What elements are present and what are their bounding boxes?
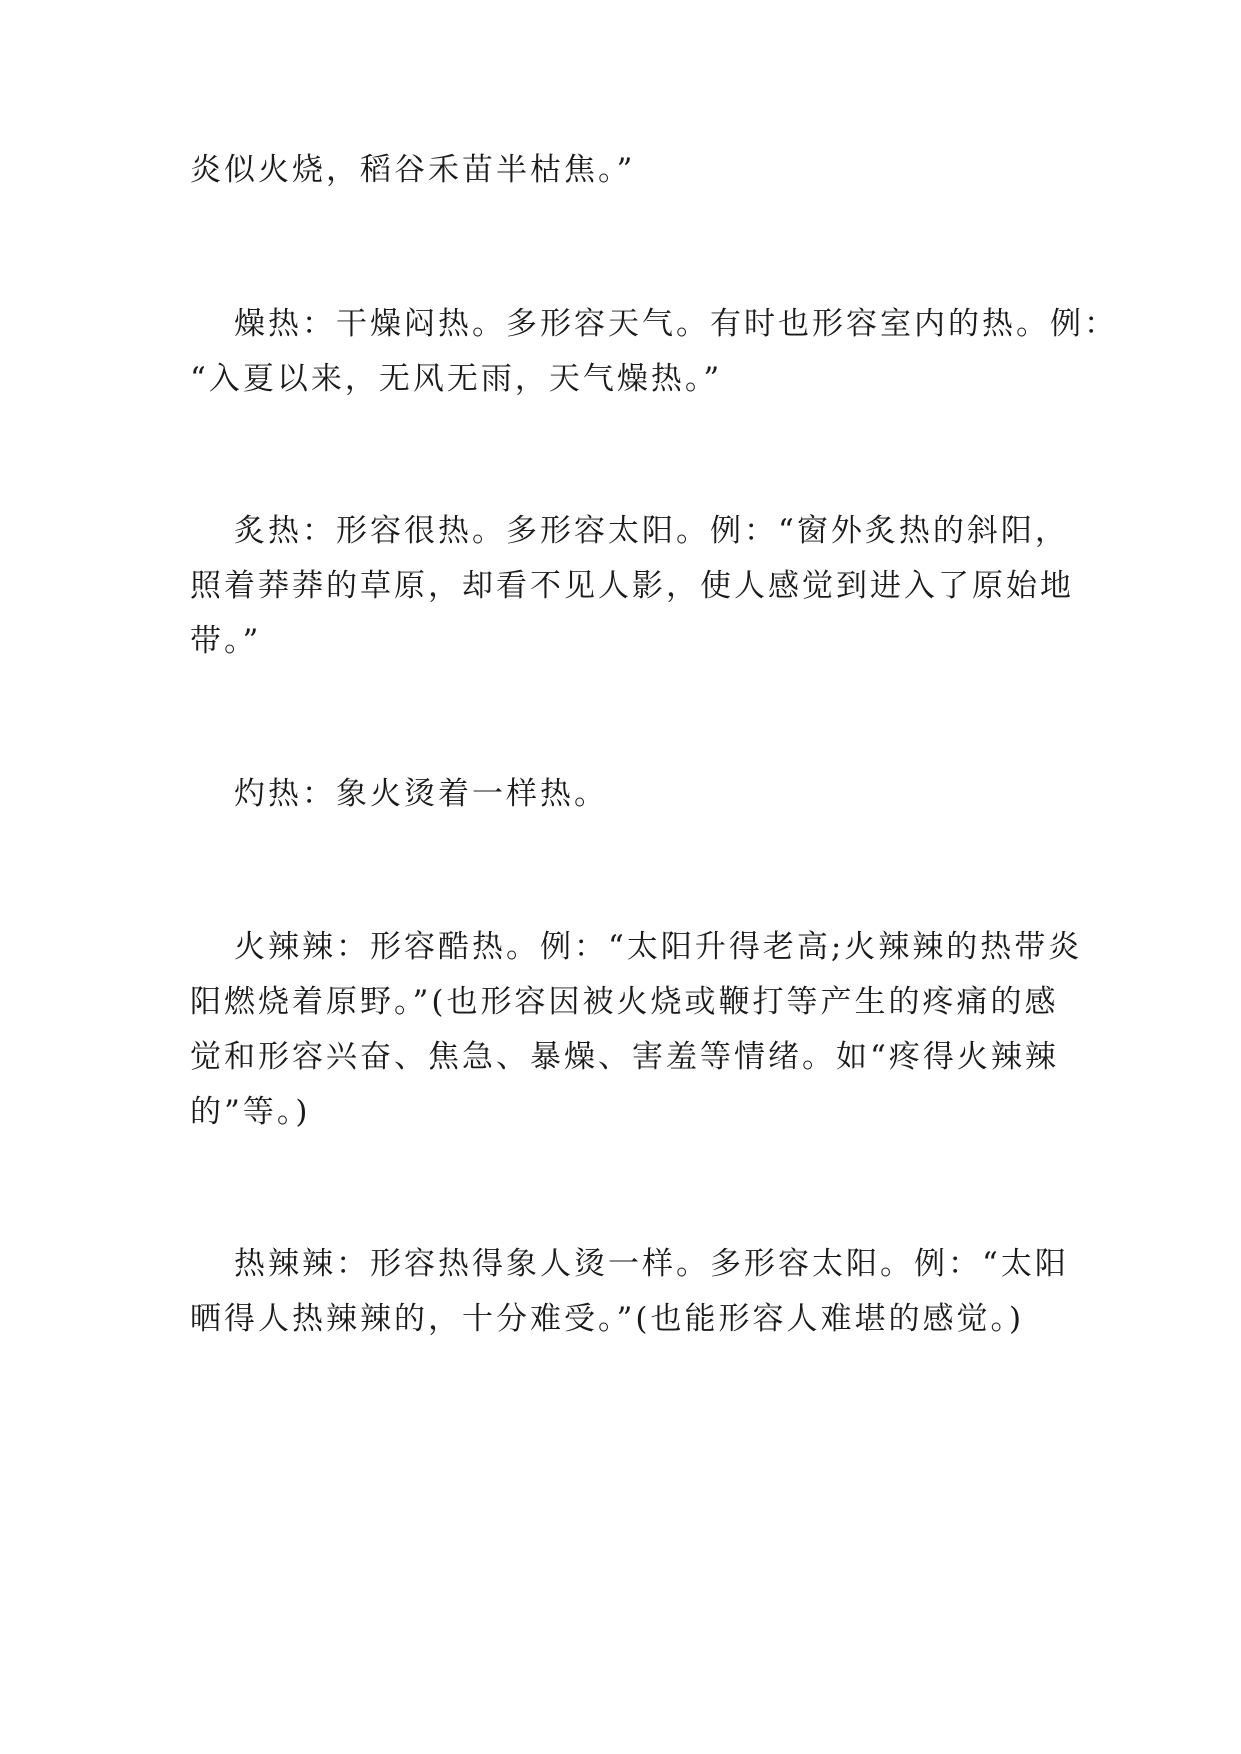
text-line: 觉和形容兴奋、焦急、暴燥、害羞等情绪。如“疼得火辣辣 bbox=[190, 1039, 1059, 1075]
paragraph-huolala bbox=[190, 920, 1083, 1140]
text-line: 照着莽莽的草原，却看不见人影，使人感觉到进入了原始地 bbox=[190, 568, 1074, 604]
text-line: 带。” bbox=[190, 623, 262, 659]
text-line: 阳燃烧着原野。”(也形容因被火烧或鞭打等产生的疼痛的感 bbox=[190, 984, 1059, 1020]
text-line: “入夏以来，无风无雨，天气燥热。” bbox=[190, 361, 723, 397]
text-line: 晒得人热辣辣的，十分难受。”(也能形容人难堪的感觉。) bbox=[190, 1301, 1025, 1337]
paragraph-zaore bbox=[190, 297, 1118, 407]
text-line: 的”等。) bbox=[190, 1094, 311, 1130]
text-line: 燥热：干燥闷热。多形容天气。有时也形容室内的热。例： bbox=[234, 306, 1118, 342]
paragraph-zhuore bbox=[190, 767, 1050, 822]
paragraph-zhire bbox=[190, 504, 1074, 669]
text-line: 灼热：象火烫着一样热。 bbox=[234, 776, 608, 812]
paragraph-continuation bbox=[190, 143, 1050, 198]
paragraph-relala bbox=[190, 1237, 1069, 1347]
text-line: 炎似火烧，稻谷禾苗半枯焦。” bbox=[190, 152, 636, 188]
text-line: 火辣辣：形容酷热。例：“太阳升得老高;火辣辣的热带炎 bbox=[234, 929, 1083, 965]
text-line: 炙热：形容很热。多形容太阳。例：“窗外炙热的斜阳， bbox=[234, 513, 1069, 549]
text-line: 热辣辣：形容热得象人烫一样。多形容太阳。例：“太阳 bbox=[234, 1246, 1069, 1282]
